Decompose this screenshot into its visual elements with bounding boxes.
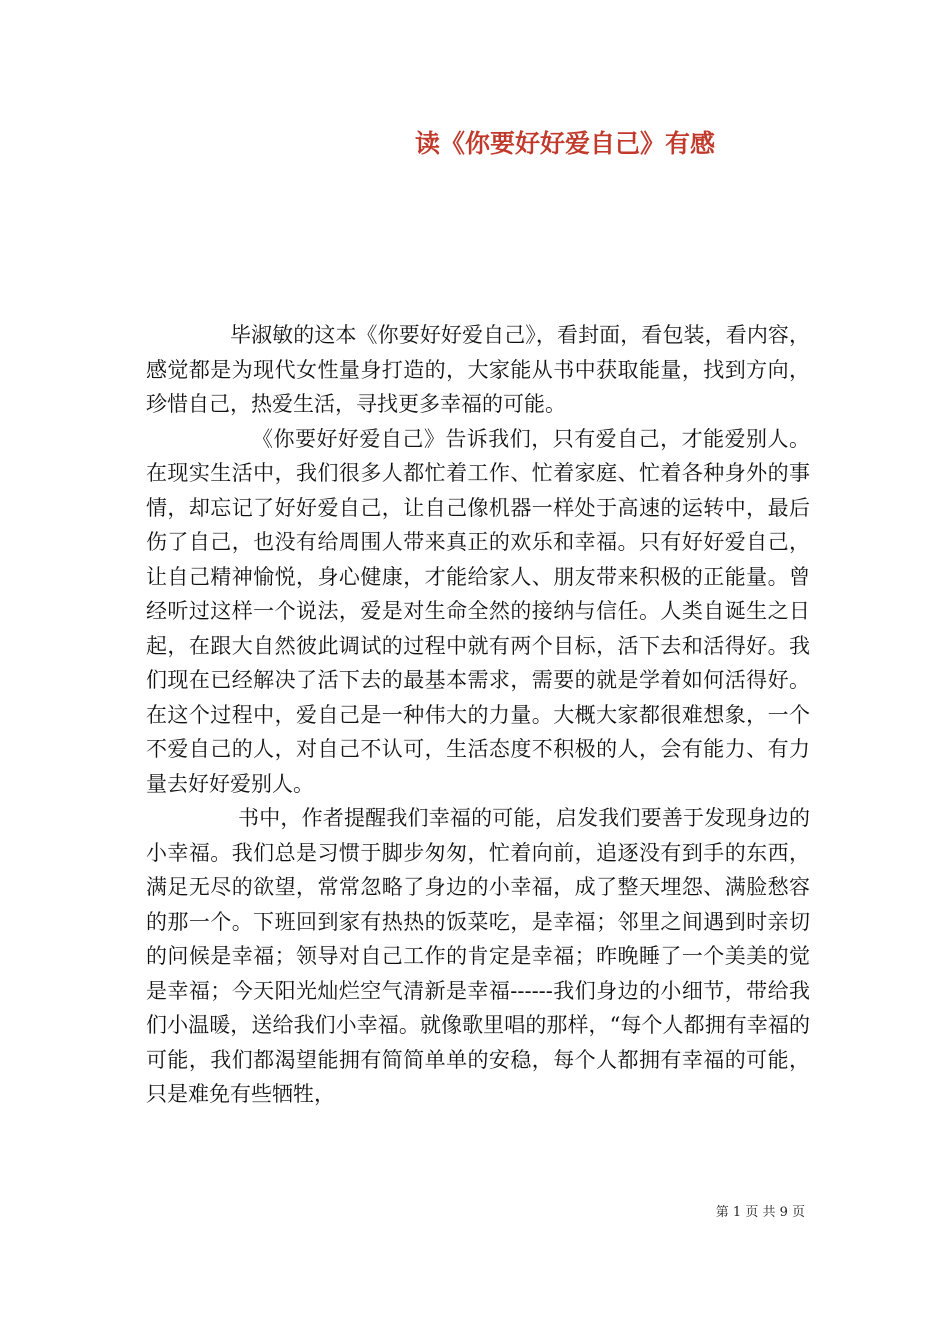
document-body: [146, 318, 810, 1112]
paragraph-3: 书中，作者提醒我们幸福的可能，启发我们要善于发现身边的小幸福。我们总是习惯于脚步匆匆，忙着向前，追逐没有到手的东西，满足无尽的欲望，常常忽略了身边的小幸福，成了整天埋怨、满脸愁容的那一个。下班回到家有热热的饭菜吃，是幸福；邻里之间遇到时亲切的问候是幸福；领导对自己工作的肯定是幸福；昨晚睡了一个美美的觉是幸福；今天阳光灿烂空气清新是幸福------我们身边的小细节，带给我们小温暖，送给我们小幸福。就像歌里唱的那样，“每个人都拥有幸福的可能，我们都渴望能拥有简简单单的安稳，每个人都拥有幸福的可能，只是难免有些牺牲，: [146, 806, 810, 1106]
paragraph-2: 《你要好好爱自己》告诉我们，只有爱自己，才能爱别人。在现实生活中，我们很多人都忙着工作、忙着家庭、忙着各种身外的事情，却忘记了好好爱自己，让自己像机器一样处于高速的运转中，最后伤了自己，也没有给周围人带来真正的欢乐和幸福。只有好好爱自己，让自己精神愉悦，身心健康，才能给家人、朋友带来积极的正能量。曾经听过这样一个说法，爱是对生命全然的接纳与信任。人类自诞生之日起，在跟大自然彼此调试的过程中就有两个目标，活下去和活得好。我们现在已经解决了活下去的最基本需求，需要的就是学着如何活得好。在这个过程中，爱自己是一种伟大的力量。大概大家都很难想象，一个不爱自己的人，对自己不认可，生活态度不积极的人，会有能力、有力量去好好爱别人。: [146, 426, 810, 796]
paragraph-1: 毕淑敏的这本《你要好好爱自己》，看封面，看包装，看内容，感觉都是为现代女性量身打造的，大家能从书中获取能量，找到方向，珍惜自己，热爱生活，寻找更多幸福的可能。: [146, 323, 810, 416]
page-number-footer: 第 1 页 共 9 页: [715, 1205, 805, 1220]
document-title: 读《你要好好爱自己》有感: [414, 129, 715, 158]
